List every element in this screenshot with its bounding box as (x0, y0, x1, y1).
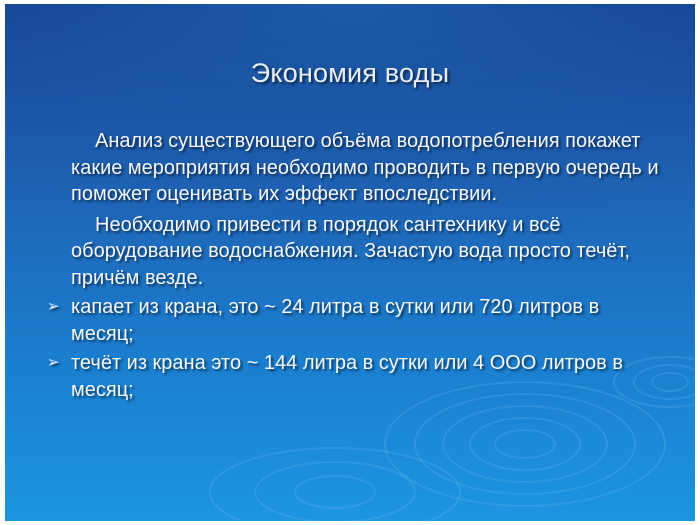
bullet-text-dripping: капает из крана, это ~ 24 литра в сутки или 720 литров в месяц; (71, 296, 600, 345)
paragraph-analysis: Анализ существующего объёма водопотребления покажет какие мероприятия необходимо проводить в первую очередь и поможет оценивать их эффект впоследствии. (71, 130, 659, 205)
arrow-bullet-icon: ➢ (47, 354, 60, 371)
arrow-bullet-icon: ➢ (47, 298, 60, 315)
presentation-slide (5, 4, 695, 521)
bullet-list (47, 294, 661, 403)
slide-body (47, 128, 661, 406)
bullet-text-flowing: течёт из крана это ~ 144 литра в сутки или 4 ООО литров в месяц; (71, 352, 623, 401)
paragraph-plumbing: Необходимо привести в порядок сантехнику и всё оборудование водоснабжения. Зачастую вода просто течёт, причём везде. (71, 213, 630, 289)
list-item (47, 350, 661, 403)
slide-title: Экономия воды (250, 58, 450, 88)
list-item (47, 294, 661, 347)
